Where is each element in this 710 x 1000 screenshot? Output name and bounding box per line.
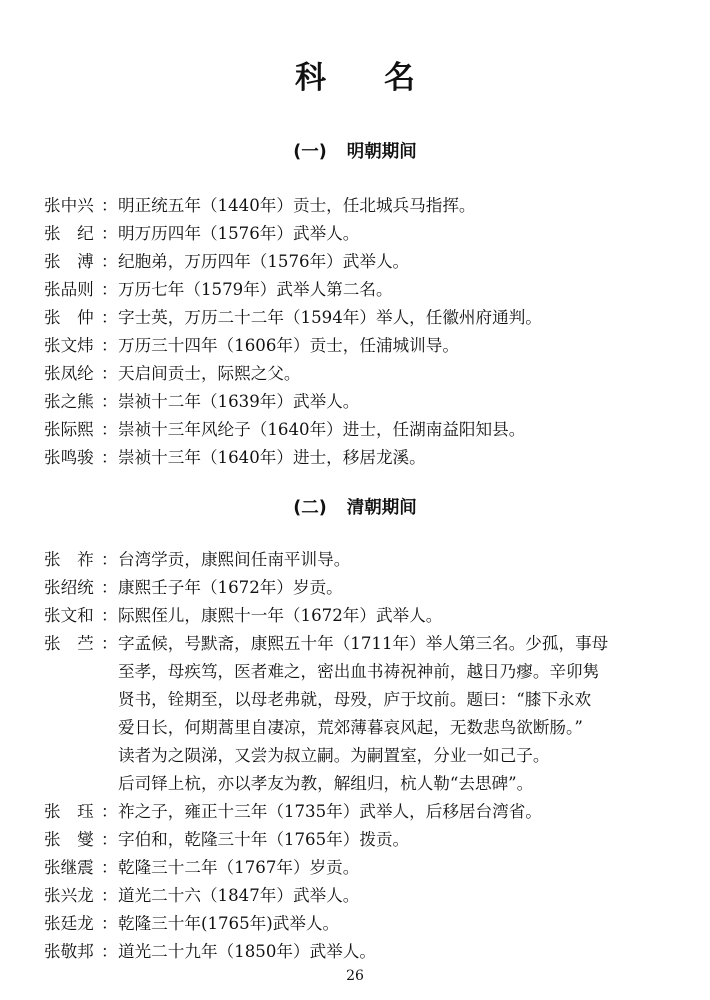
entry-name: 张 燮 <box>44 830 94 849</box>
entry-colon: ： <box>101 280 118 299</box>
entry-colon: ： <box>101 224 118 243</box>
entry-row <box>44 882 684 910</box>
entry-continuation-line: 爱日长，何期蒿里自凄凉，荒郊薄暮哀风起，无数悲鸟欲断肠。” <box>118 718 583 737</box>
entry-colon: ： <box>101 364 118 383</box>
entry-description: 道光二十九年（1850年）武举人。 <box>118 942 376 961</box>
entry-name: 张廷龙 <box>44 914 94 933</box>
entry-list-ming <box>44 192 684 472</box>
entry-name-cell <box>44 910 118 938</box>
entry-continuation-line: 贤书，铨期至，以母老弗就，母殁，庐于坟前。题曰：“膝下永欢 <box>118 690 592 709</box>
entry-name: 张之熊 <box>44 392 94 411</box>
entry-colon: ： <box>101 858 118 877</box>
entry-name: 张鸣骏 <box>44 448 94 467</box>
entry-name-cell <box>44 416 118 444</box>
entry-continuation-line: 后司铎上杭，亦以孝友为教，解组归，杭人勒“去思碑”。 <box>118 774 534 793</box>
entry-row <box>44 574 684 602</box>
entry-name-cell <box>44 630 118 658</box>
entry-description: 崇祯十三年风纶子（1640年）进士，任湖南益阳知县。 <box>118 420 526 439</box>
entry-row <box>44 360 684 388</box>
entry-row <box>44 192 684 220</box>
entry-list-qing <box>44 546 684 966</box>
entry-name-cell <box>44 192 118 220</box>
entry-name-cell <box>44 360 118 388</box>
entry-name-cell <box>44 602 118 630</box>
entry-name: 张文和 <box>44 606 94 625</box>
entry-name-cell <box>44 854 118 882</box>
entry-description: 祚之子，雍正十三年（1735年）武举人，后移居台湾省。 <box>118 802 542 821</box>
entry-colon: ： <box>101 802 118 821</box>
entry-description: 明万历四年（1576年）武举人。 <box>118 224 360 243</box>
entry-description: 字孟候，号默斋，康熙五十年（1711年）举人第三名。少孤，事母 <box>118 634 609 653</box>
entry-description: 天启间贡士，际熙之父。 <box>118 364 301 383</box>
entry-name: 张绍统 <box>44 578 94 597</box>
entry-colon: ： <box>101 252 118 271</box>
entry-colon: ： <box>101 634 118 653</box>
entry-colon: ： <box>101 578 118 597</box>
entry-colon: ： <box>101 308 118 327</box>
entry-description: 万历三十四年（1606年）贡士，任浦城训导。 <box>118 336 459 355</box>
entry-colon: ： <box>101 420 118 439</box>
entry-name-cell <box>44 248 118 276</box>
entry-description: 道光二十六（1847年）武举人。 <box>118 886 360 905</box>
section-heading-qing <box>0 494 710 519</box>
entry-colon: ： <box>101 914 118 933</box>
entry-name: 张 纪 <box>44 224 94 243</box>
entry-description: 际熙侄儿，康熙十一年（1672年）武举人。 <box>118 606 443 625</box>
entry-description: 崇祯十二年（1639年）武举人。 <box>118 392 360 411</box>
entry-name-cell <box>44 332 118 360</box>
entry-name-cell <box>44 938 118 966</box>
section-number: (二) <box>293 498 327 518</box>
entry-name-cell <box>44 388 118 416</box>
entry-row <box>44 938 684 966</box>
entry-name: 张 祚 <box>44 550 94 569</box>
entry-name-cell <box>44 546 118 574</box>
entry-colon: ： <box>101 336 118 355</box>
entry-description: 字士英，万历二十二年（1594年）举人，任徽州府通判。 <box>118 308 542 327</box>
entry-row <box>44 276 684 304</box>
entry-colon: ： <box>101 196 118 215</box>
entry-colon: ： <box>101 606 118 625</box>
entry-name: 张 仲 <box>44 308 94 327</box>
entry-name-cell <box>44 276 118 304</box>
entry-colon: ： <box>101 392 118 411</box>
entry-description: 崇祯十三年（1640年）进士，移居龙溪。 <box>118 448 426 467</box>
entry-colon: ： <box>101 550 118 569</box>
entry-name: 张继震 <box>44 858 94 877</box>
entry-colon: ： <box>101 830 118 849</box>
entry-row <box>44 910 684 938</box>
page-number: 26 <box>346 968 364 984</box>
entry-description: 万历七年（1579年）武举人第二名。 <box>118 280 393 299</box>
entry-row <box>44 332 684 360</box>
entry-name-cell <box>44 574 118 602</box>
section-title: 清朝期间 <box>346 498 417 518</box>
section-heading-ming <box>0 138 710 163</box>
section-number: (一) <box>293 142 327 162</box>
section-title: 明朝期间 <box>346 142 417 162</box>
entry-row <box>44 546 684 574</box>
entry-name-cell <box>44 798 118 826</box>
entry-row <box>44 630 684 658</box>
entry-name: 张品则 <box>44 280 94 299</box>
entry-row <box>44 854 684 882</box>
entry-name-cell <box>44 826 118 854</box>
entry-row <box>44 388 684 416</box>
entry-name: 张 珏 <box>44 802 94 821</box>
entry-name-cell <box>44 220 118 248</box>
entry-description: 乾隆三十二年（1767年）岁贡。 <box>118 858 360 877</box>
entry-description: 台湾学贡，康熙间任南平训导。 <box>118 550 351 569</box>
entry-name: 张 溥 <box>44 252 94 271</box>
entry-name-cell <box>44 444 118 472</box>
entry-description: 字伯和，乾隆三十年（1765年）拨贡。 <box>118 830 410 849</box>
entry-continuation-line: 至孝，母疾笃，医者难之，密出血书祷祝神前，越日乃瘳。辛卯隽 <box>118 662 600 681</box>
entry-name: 张凤纶 <box>44 364 94 383</box>
entry-description: 纪胞弟，万历四年（1576年）武举人。 <box>118 252 410 271</box>
entry-row <box>44 444 684 472</box>
entry-row <box>44 416 684 444</box>
entry-name-cell <box>44 882 118 910</box>
entry-row <box>44 602 684 630</box>
entry-name-cell <box>44 304 118 332</box>
entry-row <box>44 798 684 826</box>
entry-continuation-line: 读者为之陨涕，又尝为叔立嗣。为嗣置室，分业一如己子。 <box>118 746 550 765</box>
entry-description: 康熙壬子年（1672年）岁贡。 <box>118 578 343 597</box>
entry-name: 张 苎 <box>44 634 94 653</box>
entry-description: 乾隆三十年(1765年)武举人。 <box>118 914 340 933</box>
entry-name: 张敬邦 <box>44 942 94 961</box>
page-title: 科名 <box>295 60 473 96</box>
entry-row <box>44 220 684 248</box>
entry-colon: ： <box>101 942 118 961</box>
entry-name: 张中兴 <box>44 196 94 215</box>
entry-description: 明正统五年（1440年）贡士，任北城兵马指挥。 <box>118 196 476 215</box>
entry-colon: ： <box>101 886 118 905</box>
entry-row <box>44 248 684 276</box>
entry-name: 张际熙 <box>44 420 94 439</box>
entry-row <box>44 304 684 332</box>
entry-name: 张文炜 <box>44 336 94 355</box>
entry-colon: ： <box>101 448 118 467</box>
entry-name: 张兴龙 <box>44 886 94 905</box>
entry-row <box>44 826 684 854</box>
